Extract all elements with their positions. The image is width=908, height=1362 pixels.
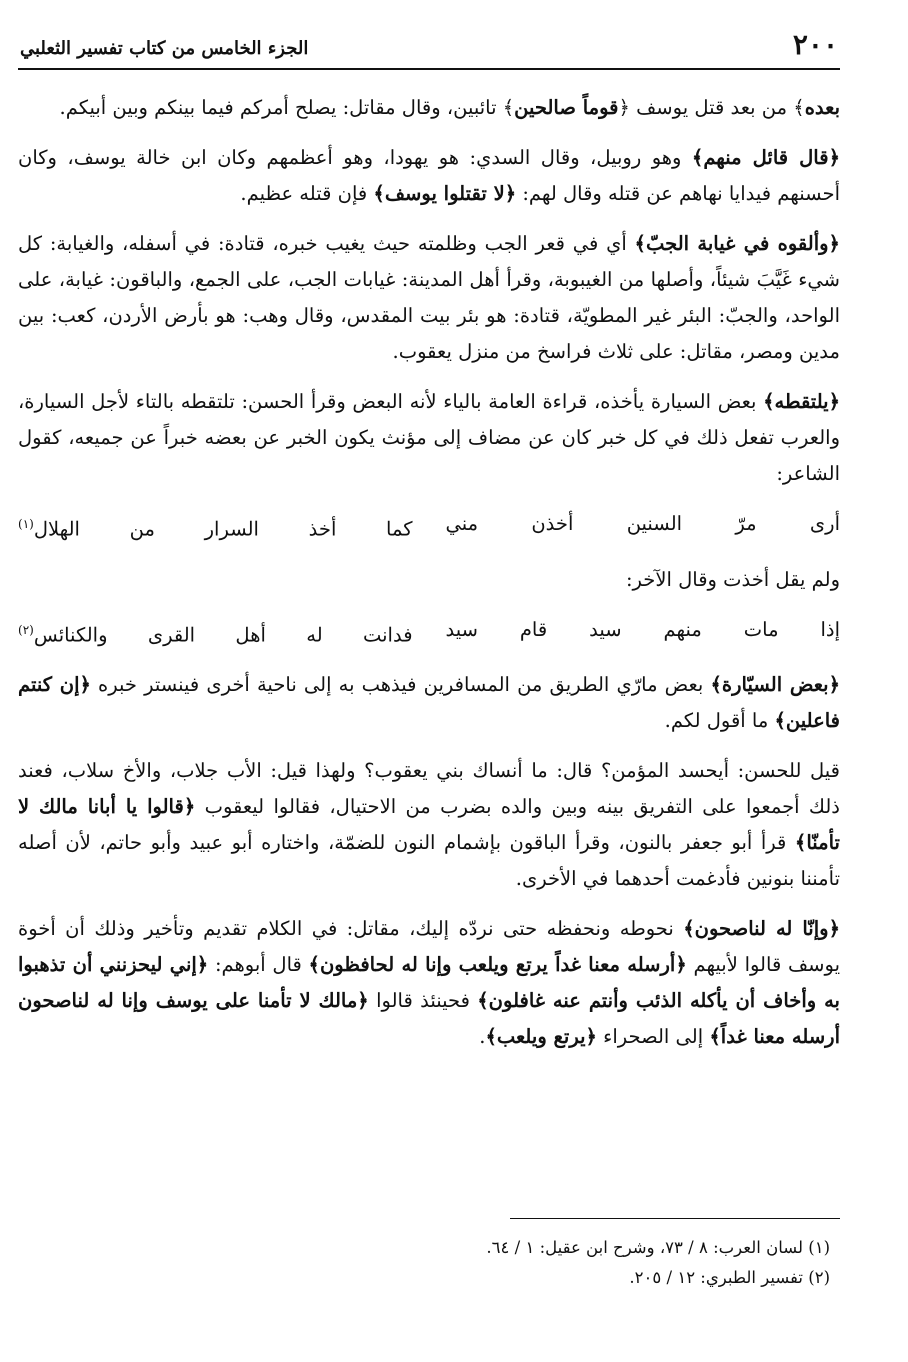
footnote-divider [510,1218,840,1219]
verse-2-first-hemistich: إذا مات منهم سيد قام سيد [445,617,840,641]
commentary-text: بعض السيارة يأخذه، قراءة العامة بالياء لأنه البعض وقرأ الحسن: تلتقطه بالتاء لأجل السيارة، والعرب تفعل ذلك في كل خبر كان عن مضاف إلى مؤنث يكون الخبر عن بعضه خبراً عن جميعه، كقول الشاعر: [18,390,840,485]
poetry-verse-1 [18,506,840,548]
footnote-1: (١) لسان العرب: ٨ / ٧٣، وشرح ابن عقيل: ١ / ٦٤. [486,1238,830,1257]
quran-quote: بعده [804,96,840,119]
paragraph [18,753,840,897]
paragraph [18,911,840,1055]
quran-quote: ﴿قال قائل منهم﴾ [691,146,840,169]
verse-2-second-hemistich [18,612,413,654]
running-title: الجزء الخامس من كتاب تفسير الثعلبي [20,38,309,59]
verse-2-second-text: فدانت له أهل القرى والكنائس [33,623,413,646]
commentary-text: قيل للحسن: أيحسد المؤمن؟ قال: ما أنساك بني يعقوب؟ ولهذا قيل: الأب جلاب، والأخ سلاب، فعند ذلك أجمعوا على التفريق بينه وبين والده بضرب من الاحتيال، فقالوا ليعقوب [18,759,840,818]
commentary-text: فحينئذ قالوا [368,989,478,1012]
quran-quote: ﴿يلتقطه﴾ [763,390,840,413]
commentary-text: ﴾ من بعد قتل يوسف ﴿ [618,96,805,119]
footnote-ref-1: (١) [18,517,34,531]
quran-quote: ﴿يرتع ويلعب﴾ [485,1025,597,1048]
quran-quote: ﴿بعض السيّارة﴾ [710,673,841,696]
paragraph [18,90,840,126]
footnotes-section [18,1218,840,1293]
poetry-verse-2 [18,612,840,654]
paragraph [18,667,840,739]
book-page [18,28,841,1287]
paragraph-group-2 [18,667,840,1055]
verse-1-first-hemistich: أرى مرّ السنين أخذن مني [445,512,840,535]
paragraph-group-1 [18,90,840,492]
quran-quote: قوماً صالحين [514,96,619,119]
quran-quote: ﴿وألقوه في غيابة الجبّ﴾ [634,232,840,255]
commentary-text: ﴾ تائبين، وقال مقاتل: يصلح أمركم فيما بينكم وبين أبيكم. [59,96,515,119]
quran-quote: ﴿لا تقتلوا يوسف﴾ [373,182,517,205]
commentary-text: بعض مارّي الطريق من المسافرين فيذهب به إلى ناحية أخرى فينستر خبره [90,673,711,696]
commentary-text: قال أبوهم: [208,953,309,976]
quran-quote: ﴿أرسله معنا غداً يرتع ويلعب وإنا له لحافظون﴾ [308,953,687,976]
commentary-text: أي في قعر الجب وظلمته حيث يغيب خبره، قتادة: في أسفله، والغيابة: كل شيء غَيَّبَ شيئاً، وأصلها من الغيبوبة، وقرأ أهل المدينة: غيابات الجب، على الجمع، والباقون: غيابة، على الواحد، والجبّ: البئر غير المطويّة، قتادة: هو بئر بيت المقدس، وقال وهب: هو بأرض الأردن، كعب: بين مدين ومصر، مقاتل: على ثلاث فراسخ من منزل يعقوب. [18,232,840,363]
verse-1-second-text: كما أخذ السرار من الهلال [33,517,413,541]
quran-quote: ﴿وإنّا له لناصحون﴾ [683,917,840,940]
page-body [18,90,840,1055]
page-number: ٢٠٠ [792,28,838,61]
paragraph [18,226,840,370]
running-header [18,28,840,70]
quran-quote: ﴿قالوا يا أبانا مالك لا تأمنّا﴾ [18,795,840,854]
commentary-text: إلى الصحراء [596,1025,710,1048]
footnote-2: (٢) تفسير الطبري: ١٢ / ٢٠٥. [629,1268,830,1287]
quran-quote: ﴿إني ليحزنني أن تذهبوا به وأخاف أن يأكله الذئب وأنتم عنه غافلون﴾ [18,953,840,1012]
commentary-text: قرأ أبو جعفر بالنون، وقرأ الباقون بإشمام النون للضمّة، واختاره أبو عبيد وأبو حاتم، لأن أصله تأمننا بنونين فأدغمت أحدهما في الأخرى. [18,831,840,890]
commentary-text: فإن قتله عظيم. [240,182,374,205]
footnote-ref-2: (٢) [18,622,34,637]
quran-quote: ﴿مالك لا تأمنا على يوسف وإنا له لناصحون أرسله معنا غداً﴾ [18,989,840,1048]
paragraph [18,384,840,492]
commentary-text: . [479,1025,486,1048]
commentary-text: وهو روبيل، وقال السدي: هو يهودا، وهو أعظمهم وكان ابن خالة يوسف، وكان أحسنهم فيدايا نهاهم عن قتله وقال لهم: [18,146,840,205]
quran-quote: ﴿إن كنتم فاعلين﴾ [18,673,840,732]
commentary-text: ما أقول لكم. [664,709,775,732]
paragraph [18,140,840,212]
verse-1-second-hemistich [18,506,413,548]
transition-line: ولم يقل أخذت وقال الآخر: [625,567,840,591]
commentary-text: نحوطه ونحفظه حتى نردّه إليك، مقاتل: في الكلام تقديم وتأخير وذلك أن أخوة يوسف قالوا لأبيهم [18,917,841,976]
